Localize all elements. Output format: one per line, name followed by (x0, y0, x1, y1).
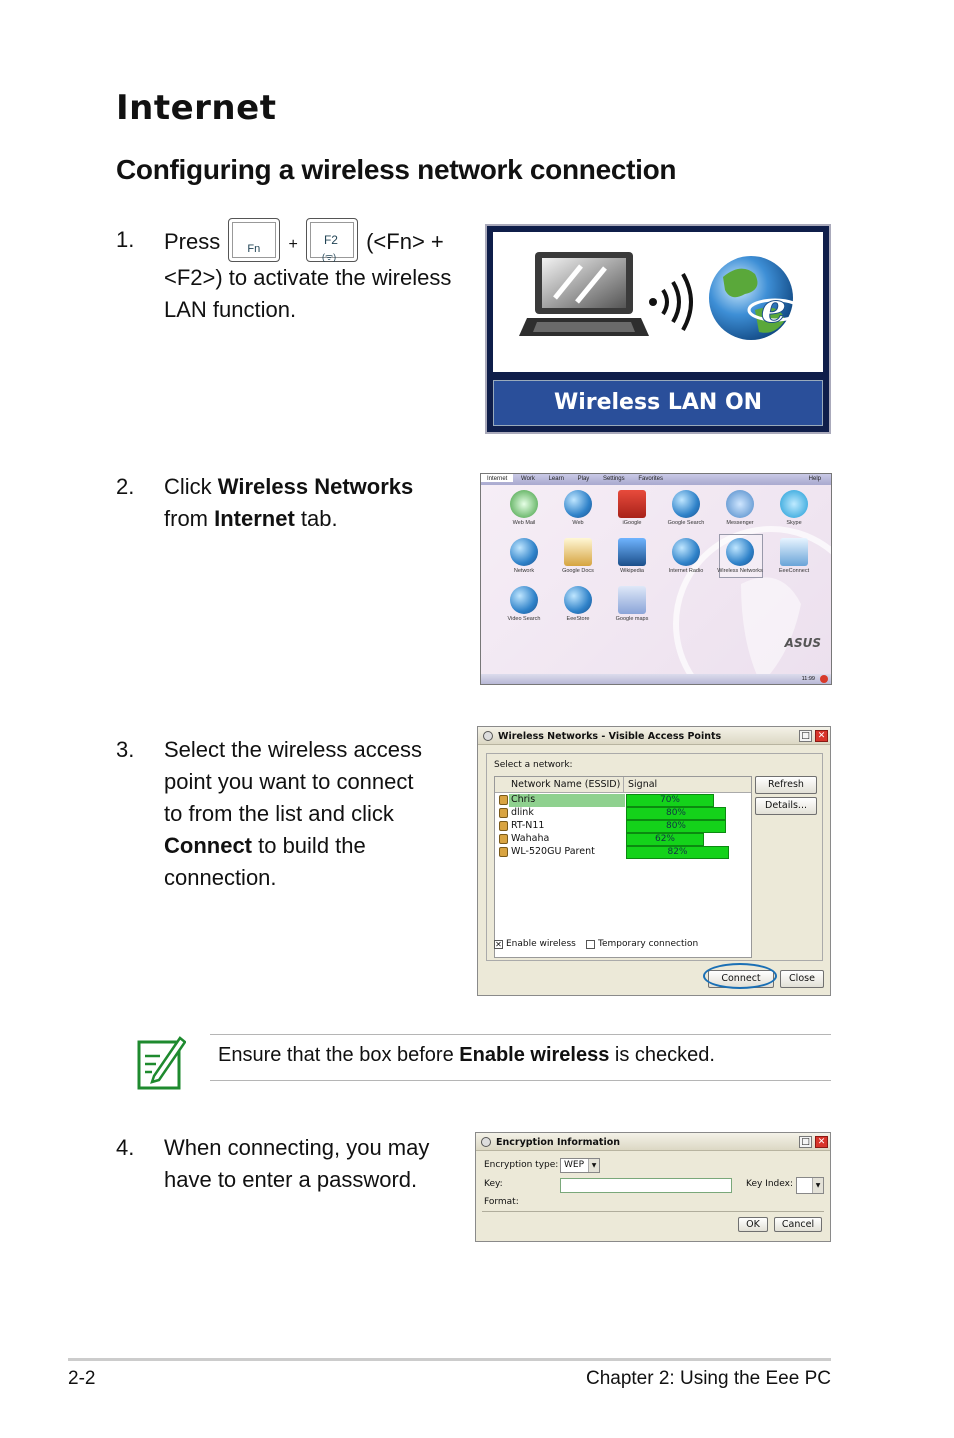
connect-button[interactable]: Connect (708, 970, 774, 988)
step-text: point you want to connect (164, 769, 414, 794)
close-window-button[interactable]: ✕ (815, 730, 828, 742)
close-button[interactable]: Close (780, 970, 824, 988)
web-app[interactable]: Web (551, 490, 605, 526)
step-text: connection. (164, 865, 277, 890)
signal-strength-bar: 82% (626, 846, 729, 859)
wireless-networks-term: Wireless Networks (217, 474, 414, 499)
key-label: Key: (484, 1179, 503, 1189)
eeeconnect-icon (780, 538, 808, 566)
lock-icon (499, 808, 508, 818)
temporary-connection-checkbox[interactable] (586, 940, 595, 949)
wireless-networks-dialog (477, 726, 831, 996)
google-docs-icon (564, 538, 592, 566)
connect-term: Connect (164, 833, 252, 858)
messenger-icon (726, 490, 754, 518)
step-number: 4. (116, 1135, 135, 1160)
igoogle-icon (618, 490, 646, 518)
step-text: to from the list and click (164, 801, 394, 826)
chevron-down-icon: ▼ (588, 1159, 599, 1172)
skype-icon (780, 490, 808, 518)
eee-desktop-screenshot (480, 473, 832, 685)
tab-settings[interactable]: Settings (602, 476, 625, 482)
key-index-label: Key Index: (746, 1179, 793, 1189)
network-icon (483, 731, 493, 741)
refresh-button[interactable]: Refresh (755, 776, 817, 794)
select-network-label: Select a network: (494, 760, 573, 770)
eeestore-app[interactable]: EeeStore (551, 586, 605, 622)
google-docs-app[interactable]: Google Docs (551, 538, 605, 574)
eeeconnect-app[interactable]: EeeConnect (767, 538, 821, 574)
skype-app[interactable]: Skype (767, 490, 821, 526)
step-text: have to enter a password. (164, 1167, 418, 1192)
page-number: 2-2 (68, 1368, 96, 1389)
note-pencil-icon (136, 1032, 186, 1090)
eeestore-icon (564, 586, 592, 614)
f2-key-icon (306, 218, 358, 262)
encryption-information-dialog (475, 1132, 831, 1242)
laptop-icon (519, 252, 649, 336)
internet-radio-icon (672, 538, 700, 566)
step-text: <F2>) to activate the wireless (164, 265, 452, 290)
close-window-button[interactable]: ✕ (815, 1136, 828, 1148)
video-search-app[interactable]: Video Search (497, 586, 551, 622)
note-top-rule (210, 1034, 831, 1035)
step-text: tab. (294, 506, 338, 531)
lock-icon (499, 847, 508, 857)
chapter-title: Chapter 2: Using the Eee PC (585, 1368, 831, 1389)
plus-sign: + (288, 235, 298, 253)
enable-wireless-term: Enable wireless (459, 1044, 610, 1066)
lock-icon (499, 834, 508, 844)
step-text: When connecting, you may (164, 1135, 430, 1160)
step-number: 2. (116, 474, 135, 499)
table-row[interactable] (495, 807, 753, 820)
dialog-separator (482, 1211, 824, 1212)
table-row[interactable] (495, 846, 753, 859)
step-text: to build the (252, 833, 366, 858)
wikipedia-icon (618, 538, 646, 566)
cancel-button[interactable]: Cancel (774, 1217, 822, 1232)
step-text: from (164, 506, 215, 531)
footer-rule (68, 1358, 831, 1361)
igoogle-app[interactable]: iGoogle (605, 490, 659, 526)
wireless-networks-app[interactable]: Wireless Networks (713, 538, 767, 574)
network-list-header (495, 777, 751, 793)
network-icon (481, 1137, 491, 1147)
network-name: RT-N11 (511, 820, 545, 831)
video-search-icon (510, 586, 538, 614)
encryption-type-label: Encryption type: (484, 1160, 559, 1170)
maximize-button[interactable]: □ (799, 730, 812, 742)
tab-learn[interactable]: Learn (548, 476, 564, 482)
google-search-app[interactable]: Google Search (659, 490, 713, 526)
shutdown-icon[interactable] (820, 675, 828, 683)
dialog-title: Wireless Networks - Visible Access Points (498, 731, 722, 742)
network-app[interactable]: Network (497, 538, 551, 574)
key-index-select[interactable] (796, 1177, 824, 1194)
internet-radio-app[interactable]: Internet Radio (659, 538, 713, 574)
google-maps-app[interactable]: Google maps (605, 586, 659, 622)
wlan-status-label: Wireless LAN ON (553, 390, 763, 415)
lock-icon (499, 821, 508, 831)
column-signal[interactable]: Signal (628, 779, 658, 790)
table-row[interactable] (495, 820, 753, 833)
google-search-icon (672, 490, 700, 518)
messenger-app[interactable]: Messenger (713, 490, 767, 526)
network-icon (510, 538, 538, 566)
format-label: Format: (484, 1197, 519, 1207)
dialog-title-bar (478, 727, 830, 745)
page-title: Internet (116, 88, 277, 128)
wikipedia-app[interactable]: Wikipedia (605, 538, 659, 574)
lock-icon (499, 795, 508, 805)
column-network-name[interactable]: Network Name (ESSID) (511, 779, 621, 790)
wifi-signal-icon (649, 274, 691, 330)
web-mail-app[interactable]: Web Mail (497, 490, 551, 526)
connect-highlight-circle (703, 963, 777, 989)
table-row[interactable] (495, 833, 753, 846)
maximize-button[interactable]: □ (799, 1136, 812, 1148)
globe-icon (709, 256, 801, 340)
step-text: Select the wireless access (164, 737, 422, 762)
table-row[interactable] (495, 794, 753, 807)
enable-wireless-label: Enable wireless (506, 939, 576, 949)
chevron-down-icon: ▼ (812, 1178, 823, 1193)
signal-strength-bar: 70% (626, 794, 714, 807)
step-number: 1. (116, 227, 135, 252)
web-mail-icon (510, 490, 538, 518)
step-text: LAN function. (164, 297, 297, 322)
tab-work[interactable]: Work (521, 476, 535, 482)
web-icon (564, 490, 592, 518)
step-text: Click (164, 474, 218, 499)
encryption-type-select[interactable]: WEP ▼ (560, 1158, 600, 1173)
network-name: Chris (511, 794, 536, 805)
section-heading: Configuring a wireless network connection (116, 154, 677, 185)
tab-favorites[interactable]: Favorites (638, 476, 664, 482)
step-number: 3. (116, 737, 135, 762)
asus-logo: ASUS (784, 636, 821, 650)
internet-tab-term: Internet (214, 506, 295, 531)
tab-play[interactable]: Play (577, 476, 590, 482)
wireless-laptop-illustration (493, 232, 823, 372)
fn-key-label: Fn (247, 243, 261, 255)
temporary-connection-label: Temporary connection (598, 939, 699, 949)
enable-wireless-checkbox[interactable]: ✕ (495, 940, 502, 949)
network-name: dlink (511, 807, 534, 818)
wireless-networks-icon (726, 538, 754, 566)
fn-key-icon (228, 218, 280, 262)
network-list[interactable] (494, 776, 752, 958)
note-text: Ensure that the box before Enable wireless is checked. (218, 1044, 715, 1066)
step-text: (<Fn> + (366, 228, 444, 254)
taskbar (481, 674, 831, 684)
network-name: WL-520GU Parent (511, 846, 595, 857)
wireless-lan-on-screenshot (485, 224, 831, 434)
desktop-tab-bar (481, 474, 831, 485)
wifi-icon: (ᯤ) (321, 252, 337, 262)
signal-strength-bar: 62% (626, 833, 704, 846)
details-button[interactable]: Details... (755, 797, 817, 815)
signal-strength-bar: 80% (626, 820, 726, 833)
google-maps-icon (618, 586, 646, 614)
note-bottom-rule (210, 1080, 831, 1081)
step-text: Press (164, 228, 221, 254)
dialog-title-bar (476, 1133, 830, 1151)
key-input[interactable] (560, 1178, 732, 1193)
taskbar-clock: 11:99 (801, 676, 815, 682)
help-link[interactable]: Help (808, 476, 821, 482)
network-name: Wahaha (511, 833, 550, 844)
signal-strength-bar: 80% (626, 807, 726, 820)
ok-button[interactable]: OK (738, 1217, 768, 1232)
wlan-status-bar (493, 380, 823, 426)
svg-text:e: e (761, 285, 787, 332)
dialog-title: Encryption Information (496, 1137, 620, 1148)
tab-internet[interactable]: Internet (481, 474, 513, 482)
f2-key-label: F2 (323, 233, 338, 247)
